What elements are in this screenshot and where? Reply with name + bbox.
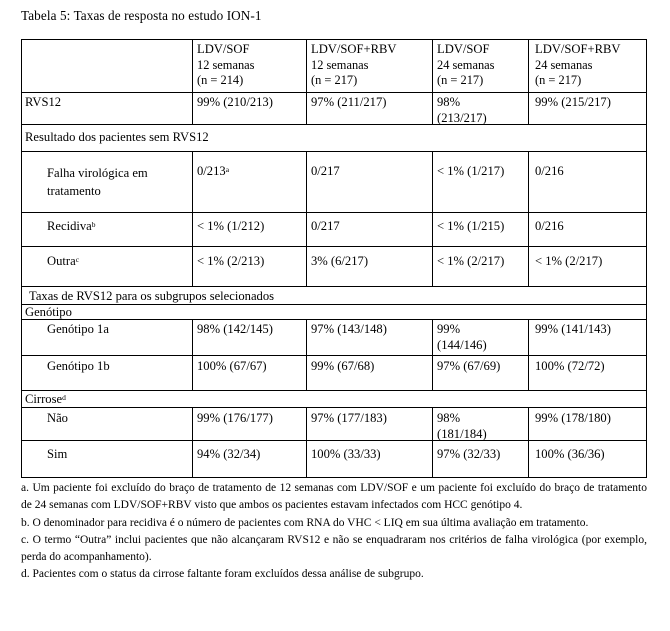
column-divider: [192, 407, 193, 478]
row-divider: [21, 286, 647, 287]
table-cell: 98% (213/217): [437, 95, 487, 125]
table-cell: 100% (67/67): [197, 359, 267, 373]
table-border: [646, 39, 647, 478]
row-divider: [21, 355, 647, 356]
row-label-rvs12: RVS12: [25, 95, 62, 109]
row-label-falha: Falha virológica em tratamento: [47, 166, 148, 198]
row-divider: [21, 319, 647, 320]
footnote-d: d. Pacientes com o status da cirrose faltante foram excluídos dessa análise de subgrupo.: [21, 568, 424, 581]
table-cell: 99% (141/143): [535, 322, 611, 336]
header-col3: LDV/SOF 24 semanas (n = 217): [437, 42, 495, 87]
table-cell: 0/217: [311, 219, 340, 233]
column-divider: [528, 407, 529, 478]
table-cell: 94% (32/34): [197, 447, 261, 461]
table-cell: 99% (67/68): [311, 359, 375, 373]
column-divider: [192, 151, 193, 287]
subsection-heading: Genótipo: [25, 305, 72, 319]
column-divider: [306, 319, 307, 391]
section-heading: Resultado dos pacientes sem RVS12: [25, 130, 209, 144]
row-divider: [21, 440, 647, 441]
table-cell: 97% (67/69): [437, 359, 501, 373]
section-heading: Taxas de RVS12 para os subgrupos selecionados: [29, 289, 275, 303]
table-cell: 0/217: [311, 164, 340, 178]
table-cell: < 1% (2/217): [437, 254, 505, 268]
row-label-recidiva: Recidiva$^b$: [47, 219, 96, 233]
table-cell: < 1% (2/217): [535, 254, 603, 268]
table-cell: 100% (36/36): [535, 447, 605, 461]
table-cell: 99% (176/177): [197, 411, 273, 425]
table-cell: < 1% (1/212): [197, 219, 265, 233]
table-caption: Tabela 5: Taxas de resposta no estudo ION-1: [21, 8, 262, 23]
table-cell: 99% (215/217): [535, 95, 611, 109]
table-border: [21, 477, 647, 478]
column-divider: [528, 319, 529, 391]
table-cell: < 1% (1/215): [437, 219, 505, 233]
column-divider: [528, 39, 529, 125]
table-cell: 100% (72/72): [535, 359, 605, 373]
table-cell: 100% (33/33): [311, 447, 381, 461]
row-divider: [21, 124, 647, 125]
table-cell: < 1% (1/217): [437, 164, 505, 178]
row-divider: [21, 390, 647, 391]
row-divider: [21, 92, 647, 93]
column-divider: [432, 151, 433, 287]
table-cell: 97% (211/217): [311, 95, 387, 109]
column-divider: [432, 39, 433, 125]
table-cell: 98% (181/184): [437, 411, 487, 441]
row-divider: [21, 246, 647, 247]
row-label-sim: Sim: [47, 447, 68, 461]
header-col2: LDV/SOF+RBV 12 semanas (n = 217): [311, 42, 397, 87]
table-cell: 3% (6/217): [311, 254, 369, 268]
row-divider: [21, 407, 647, 408]
row-label-nao: Não: [47, 411, 68, 425]
row-divider: [21, 212, 647, 213]
row-label-outra: Outra$^c$: [47, 254, 80, 268]
table-cell: 97% (32/33): [437, 447, 501, 461]
footnote-a: a. Um paciente foi excluído do braço de tratamento de 12 semanas com LDV/SOF e um paciente foi excluído do braço de tratamento de 24 semanas com LDV/SOF+RBV visto que ambos os pacientes estavam infectados com HCC genótipo 4.: [21, 482, 647, 512]
column-divider: [306, 39, 307, 125]
row-label-genotipo-1a: Genótipo 1a: [47, 322, 109, 336]
header-col4: LDV/SOF+RBV 24 semanas (n = 217): [535, 42, 621, 87]
column-divider: [432, 319, 433, 391]
table-border: [21, 39, 22, 478]
table-cell: < 1% (2/213): [197, 254, 265, 268]
header-col1: LDV/SOF 12 semanas (n = 214): [197, 42, 255, 87]
footnotes: [21, 480, 647, 584]
column-divider: [306, 407, 307, 478]
table-cell: 97% (177/183): [311, 411, 387, 425]
footnote-b: b. O denominador para recidiva é o número de pacientes com RNA do VHC < LIQ em sua última avaliação em tratamento.: [21, 516, 589, 529]
footnote-c: c. O termo “Outra” inclui pacientes que não alcançaram RVS12 e não se enquadraram nos critérios de falha virológica (por exemplo, perda do acompanhamento).: [21, 533, 647, 564]
table-cell: 0/213$^a$: [197, 164, 230, 178]
table-border: [21, 39, 647, 40]
row-divider: [21, 151, 647, 152]
column-divider: [306, 151, 307, 287]
table-cell: 99% (144/146): [437, 322, 487, 352]
table-cell: 0/216: [535, 219, 564, 233]
table-cell: 97% (143/148): [311, 322, 387, 336]
table-cell: 99% (210/213): [197, 95, 273, 109]
row-label-genotipo-1b: Genótipo 1b: [47, 359, 110, 373]
subsection-heading: Cirrose$^d$: [25, 392, 66, 406]
column-divider: [192, 39, 193, 125]
column-divider: [192, 319, 193, 391]
column-divider: [528, 151, 529, 287]
table-cell: 99% (178/180): [535, 411, 611, 425]
table-cell: 98% (142/145): [197, 322, 273, 336]
column-divider: [432, 407, 433, 478]
table-cell: 0/216: [535, 164, 564, 178]
